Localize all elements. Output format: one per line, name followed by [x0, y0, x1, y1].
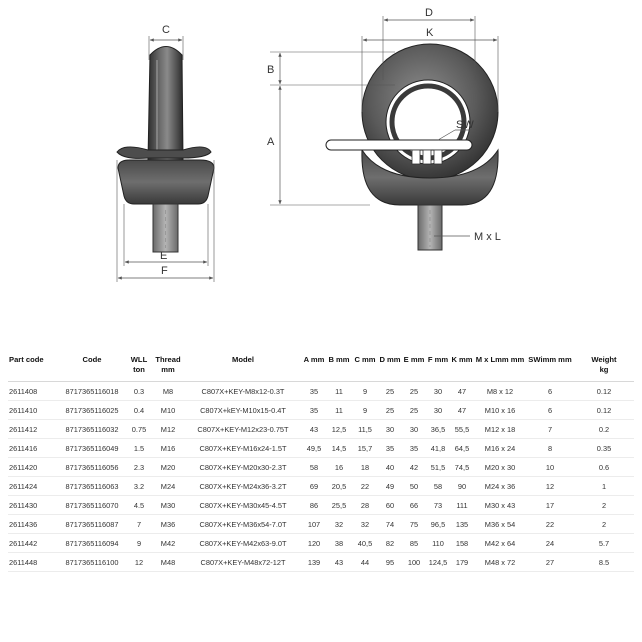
cell-mxl: M24 x 36 — [474, 477, 526, 496]
header-wll — [126, 352, 152, 382]
cell-c: 9 — [352, 382, 378, 401]
cell-mxl: M42 x 64 — [474, 534, 526, 553]
cell-part: 2611420 — [8, 458, 58, 477]
cell-wll: 7 — [126, 515, 152, 534]
cell-b: 20,5 — [326, 477, 352, 496]
cell-wll: 1.5 — [126, 439, 152, 458]
header-f: F mm — [427, 355, 449, 364]
table-row — [8, 515, 634, 534]
cell-f: 73 — [426, 496, 450, 515]
dimension-c-label: C — [162, 24, 170, 36]
cell-b: 14,5 — [326, 439, 352, 458]
cell-code: 8717365116018 — [58, 382, 126, 401]
cell-f: 124,5 — [426, 553, 450, 572]
cell-code: 8717365116049 — [58, 439, 126, 458]
cell-mxl: M12 x 18 — [474, 420, 526, 439]
dimension-e-label: E — [160, 250, 168, 262]
cell-thread: M8 — [152, 382, 184, 401]
cell-c: 18 — [352, 458, 378, 477]
cell-e: 35 — [402, 439, 426, 458]
header-part-code: Part code — [9, 355, 44, 364]
cell-f: 30 — [426, 382, 450, 401]
cell-code: 8717365116056 — [58, 458, 126, 477]
cell-weight: 0.6 — [574, 458, 634, 477]
cell-weight: 8.5 — [574, 553, 634, 572]
cell-sw: 24 — [526, 534, 574, 553]
cell-thread: M20 — [152, 458, 184, 477]
cell-weight: 1 — [574, 477, 634, 496]
cell-part: 2611408 — [8, 382, 58, 401]
cell-part: 2611430 — [8, 496, 58, 515]
cell-f: 41,8 — [426, 439, 450, 458]
cell-part: 2611416 — [8, 439, 58, 458]
cell-mxl: M20 x 30 — [474, 458, 526, 477]
cell-code: 8717365116094 — [58, 534, 126, 553]
cell-c: 44 — [352, 553, 378, 572]
cell-model: C807X+KEY-M48x72-12T — [184, 553, 302, 572]
cell-wll: 3.2 — [126, 477, 152, 496]
header-thread-line1: Thread — [155, 355, 181, 364]
header-wll-line2: ton — [133, 365, 145, 374]
cell-thread: M42 — [152, 534, 184, 553]
cell-model: C807X+KEY-M36x54-7.0T — [184, 515, 302, 534]
cell-a: 35 — [302, 401, 326, 420]
dimension-b-label: B — [267, 64, 275, 76]
side-view — [117, 47, 214, 253]
header-wll-line1: WLL — [130, 355, 148, 364]
cell-d: 40 — [378, 458, 402, 477]
cell-sw: 7 — [526, 420, 574, 439]
front-view — [326, 44, 498, 250]
table-row — [8, 496, 634, 515]
table-row — [8, 382, 634, 401]
cell-b: 38 — [326, 534, 352, 553]
table-row — [8, 439, 634, 458]
cell-a: 107 — [302, 515, 326, 534]
cell-mxl: M10 x 16 — [474, 401, 526, 420]
header-a: A mm — [303, 355, 325, 364]
table-row — [8, 420, 634, 439]
cell-model: C807X+KEY-M24x36-3.2T — [184, 477, 302, 496]
cell-code: 8717365116025 — [58, 401, 126, 420]
cell-b: 32 — [326, 515, 352, 534]
cell-f: 110 — [426, 534, 450, 553]
cell-e: 25 — [402, 382, 426, 401]
dimension-a-label: A — [267, 136, 275, 148]
cell-weight: 2 — [574, 496, 634, 515]
cell-k: 135 — [450, 515, 474, 534]
cell-d: 82 — [378, 534, 402, 553]
cell-k: 179 — [450, 553, 474, 572]
cell-sw: 27 — [526, 553, 574, 572]
dimension-d-label: D — [425, 7, 433, 19]
cell-k: 74,5 — [450, 458, 474, 477]
cell-e: 42 — [402, 458, 426, 477]
cell-k: 55,5 — [450, 420, 474, 439]
header-sw: SWimm mm — [528, 355, 572, 364]
callout-mxl-label: M x L — [474, 231, 501, 243]
cell-a: 58 — [302, 458, 326, 477]
cell-b: 43 — [326, 553, 352, 572]
cell-e: 30 — [402, 420, 426, 439]
cell-part: 2611424 — [8, 477, 58, 496]
front-view-key-pin — [326, 140, 472, 150]
cell-sw: 22 — [526, 515, 574, 534]
cell-code: 8717365116032 — [58, 420, 126, 439]
cell-e: 25 — [402, 401, 426, 420]
cell-part: 2611442 — [8, 534, 58, 553]
cell-k: 90 — [450, 477, 474, 496]
cell-sw: 6 — [526, 401, 574, 420]
cell-part: 2611410 — [8, 401, 58, 420]
table-row — [8, 477, 634, 496]
specification-table — [8, 352, 634, 572]
cell-d: 95 — [378, 553, 402, 572]
cell-sw: 6 — [526, 382, 574, 401]
cell-a: 69 — [302, 477, 326, 496]
header-d: D mm — [379, 355, 401, 364]
cell-f: 51,5 — [426, 458, 450, 477]
table-body — [8, 382, 634, 572]
cell-thread: M24 — [152, 477, 184, 496]
cell-thread: M48 — [152, 553, 184, 572]
cell-c: 32 — [352, 515, 378, 534]
cell-f: 58 — [426, 477, 450, 496]
cell-a: 43 — [302, 420, 326, 439]
cell-sw: 17 — [526, 496, 574, 515]
header-model: Model — [232, 355, 254, 364]
cell-model: C807X+KEY-M20x30-2.3T — [184, 458, 302, 477]
cell-e: 85 — [402, 534, 426, 553]
cell-part: 2611412 — [8, 420, 58, 439]
cell-mxl: M36 x 54 — [474, 515, 526, 534]
cell-wll: 0.4 — [126, 401, 152, 420]
dimension-k-label: K — [426, 27, 434, 39]
cell-a: 86 — [302, 496, 326, 515]
cell-a: 120 — [302, 534, 326, 553]
cell-mxl: M48 x 72 — [474, 553, 526, 572]
table-row — [8, 553, 634, 572]
cell-c: 15,7 — [352, 439, 378, 458]
header-code: Code — [82, 355, 102, 364]
cell-c: 9 — [352, 401, 378, 420]
cell-code: 8717365116100 — [58, 553, 126, 572]
header-b: B mm — [328, 355, 350, 364]
cell-e: 66 — [402, 496, 426, 515]
cell-d: 74 — [378, 515, 402, 534]
cell-b: 11 — [326, 382, 352, 401]
header-thread — [152, 352, 184, 382]
cell-thread: M16 — [152, 439, 184, 458]
cell-model: C807X+KEY-M12x23-0.75T — [184, 420, 302, 439]
cell-model: C807X+KEY-M42x63-9.0T — [184, 534, 302, 553]
cell-f: 30 — [426, 401, 450, 420]
cell-sw: 12 — [526, 477, 574, 496]
header-e: E mm — [403, 355, 425, 364]
cell-wll: 9 — [126, 534, 152, 553]
header-k: K mm — [451, 355, 473, 364]
cell-d: 25 — [378, 401, 402, 420]
cell-k: 47 — [450, 401, 474, 420]
cell-d: 60 — [378, 496, 402, 515]
cell-weight: 0.35 — [574, 439, 634, 458]
cell-c: 11,5 — [352, 420, 378, 439]
cell-k: 47 — [450, 382, 474, 401]
cell-thread: M36 — [152, 515, 184, 534]
cell-weight: 2 — [574, 515, 634, 534]
cell-b: 25,5 — [326, 496, 352, 515]
cell-thread: M12 — [152, 420, 184, 439]
cell-c: 40,5 — [352, 534, 378, 553]
cell-c: 22 — [352, 477, 378, 496]
cell-wll: 4.5 — [126, 496, 152, 515]
cell-part: 2611436 — [8, 515, 58, 534]
side-view-ring — [148, 47, 183, 161]
cell-d: 35 — [378, 439, 402, 458]
cell-c: 28 — [352, 496, 378, 515]
cell-k: 64,5 — [450, 439, 474, 458]
cell-d: 25 — [378, 382, 402, 401]
cell-thread: M30 — [152, 496, 184, 515]
cell-k: 111 — [450, 496, 474, 515]
cell-model: C807X+KEY-M16x24-1.5T — [184, 439, 302, 458]
dimension-f-label: F — [161, 265, 168, 277]
header-c: C mm — [354, 355, 376, 364]
header-weight-line2: kg — [599, 365, 609, 374]
cell-mxl: M16 x 24 — [474, 439, 526, 458]
cell-wll: 0.3 — [126, 382, 152, 401]
cell-e: 75 — [402, 515, 426, 534]
cell-code: 8717365116087 — [58, 515, 126, 534]
cell-thread: M10 — [152, 401, 184, 420]
cell-d: 30 — [378, 420, 402, 439]
cell-weight: 0.12 — [574, 382, 634, 401]
cell-k: 158 — [450, 534, 474, 553]
cell-a: 35 — [302, 382, 326, 401]
cell-a: 49,5 — [302, 439, 326, 458]
cell-code: 8717365116070 — [58, 496, 126, 515]
cell-mxl: M30 x 43 — [474, 496, 526, 515]
cell-d: 49 — [378, 477, 402, 496]
cell-mxl: M8 x 12 — [474, 382, 526, 401]
cell-model: C807X+kEY-M10x15-0.4T — [184, 401, 302, 420]
cell-wll: 0.75 — [126, 420, 152, 439]
callout-mxl — [434, 231, 501, 243]
cell-weight: 0.12 — [574, 401, 634, 420]
cell-f: 36,5 — [426, 420, 450, 439]
table-row — [8, 534, 634, 553]
cell-wll: 12 — [126, 553, 152, 572]
cell-b: 12,5 — [326, 420, 352, 439]
callout-sw-label: SW — [456, 119, 474, 131]
cell-part: 2611448 — [8, 553, 58, 572]
cell-f: 96,5 — [426, 515, 450, 534]
cell-b: 11 — [326, 401, 352, 420]
cell-sw: 8 — [526, 439, 574, 458]
header-weight — [574, 352, 634, 382]
cell-model: C807X+KEY-M30x45-4.5T — [184, 496, 302, 515]
cell-e: 100 — [402, 553, 426, 572]
cell-e: 50 — [402, 477, 426, 496]
side-view-body — [118, 160, 214, 204]
cell-wll: 2.3 — [126, 458, 152, 477]
cell-a: 139 — [302, 553, 326, 572]
cell-b: 16 — [326, 458, 352, 477]
table-row — [8, 401, 634, 420]
cell-model: C807X+KEY-M8x12-0.3T — [184, 382, 302, 401]
table-header-row — [8, 352, 634, 382]
cell-sw: 10 — [526, 458, 574, 477]
cell-weight: 0.2 — [574, 420, 634, 439]
table-row — [8, 458, 634, 477]
cell-weight: 5.7 — [574, 534, 634, 553]
header-thread-line2: mm — [161, 365, 175, 374]
header-mxl: M x Lmm mm — [475, 355, 525, 364]
cell-code: 8717365116063 — [58, 477, 126, 496]
header-weight-line1: Weight — [591, 355, 617, 364]
